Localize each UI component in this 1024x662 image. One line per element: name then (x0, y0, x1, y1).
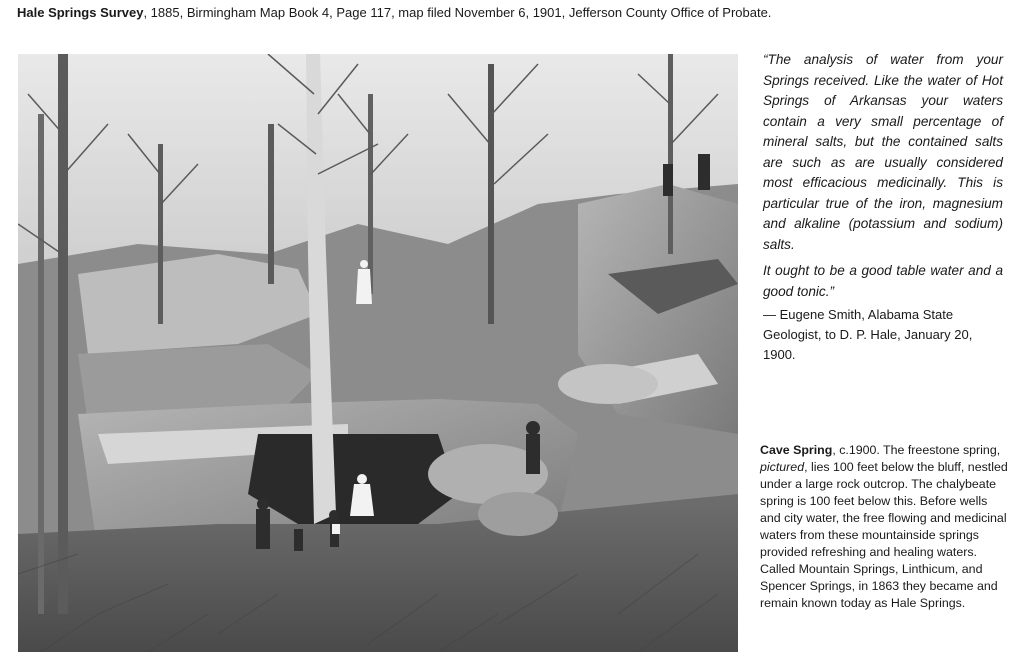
geologist-quote (763, 50, 1003, 308)
survey-caption (17, 4, 1007, 22)
story-pictured: pictured (760, 460, 805, 474)
quote-paragraph-1: “The analysis of water from your Springs received. Like the water of Hot Springs of Arkansas your waters contain a very small percentage of mineral salts, but the contained salts are such as are usually considered most efficacious medicinally. This is particular true of the iron, magnesium and alkaline (potassium and sodium) salts. (763, 52, 1003, 252)
story-body: , lies 100 feet below the bluff, nestled under a large rock outcrop. The chalybeate spring is 100 feet below this. Before wells and city water, the free flowing and medicinal waters from these mountainside springs provided refreshing and healing waters. Called Mountain Springs, Linthicum, and Spencer Springs, in 1863 they became and remain known today as Hale Springs. (760, 460, 1008, 610)
survey-details: , 1885, Birmingham Map Book 4, Page 117, map filed November 6, 1901, Jefferson County Office of Probate. (143, 5, 772, 20)
cave-spring-photo (18, 54, 738, 652)
cave-spring-caption (760, 442, 1010, 612)
story-date: , c.1900. The freestone spring, (832, 443, 1001, 457)
story-title: Cave Spring (760, 443, 833, 457)
quote-attribution: — Eugene Smith, Alabama State Geologist, to D. P. Hale, January 20, 1900. (763, 307, 973, 362)
quote-paragraph-2: It ought to be a good table water and a good tonic.” (763, 263, 1003, 299)
photo-illustration (18, 54, 738, 652)
survey-title: Hale Springs Survey (17, 5, 144, 20)
